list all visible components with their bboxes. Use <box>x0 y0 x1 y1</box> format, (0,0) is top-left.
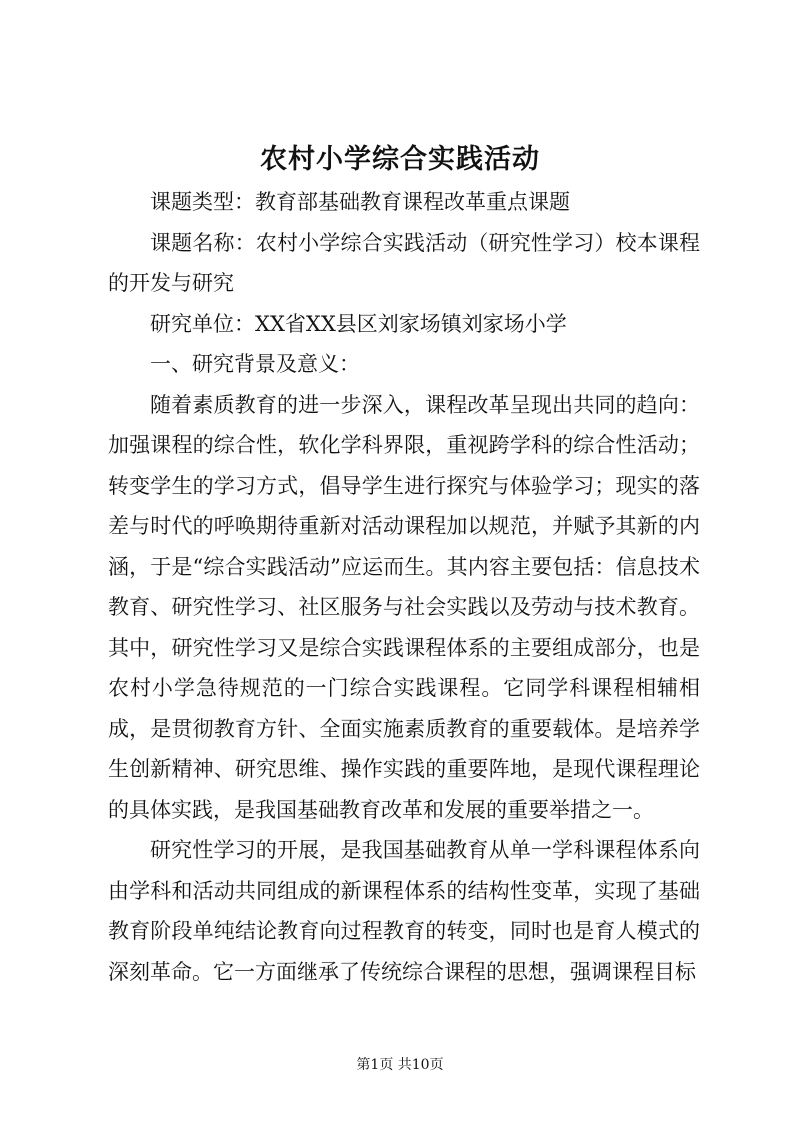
paragraph-research-unit: 研究单位：XX省XX县区刘家场镇刘家场小学 <box>150 311 567 336</box>
paragraph-background: 随着素质教育的进一步深入，课程改革呈现出共同的趋向：加强课程的综合性，软化学科界限，重视跨学科的综合性活动；转变学生的学习方式，倡导学生进行探究与体验学习；现实的落差与时代的呼唤期待重新对活动课程加以规范，并赋予其新的内涵，于是“综合实践活动”应运而生。其内容主要包括：信息技术教育、研究性学习、社区服务与社会实践以及劳动与技术教育。其中，研究性学习又是综合实践课程体系的主要组成部分，也是农村小学急待规范的一门综合实践课程。它同学科课程相辅相成，是贯彻教育方针、全面实施素质教育的重要载体。是培养学生创新精神、研究思维、操作实践的重要阵地，是现代课程理论的具体实践，是我国基础教育改革和发展的重要举措之一。 <box>108 392 700 822</box>
paragraph-topic-name: 课题名称：农村小学综合实践活动（研究性学习）校本课程的开发与研究 <box>108 230 700 295</box>
page-title: 农村小学综合实践活动 <box>260 144 540 175</box>
paragraph-research-learning: 研究性学习的开展，是我国基础教育从单一学科课程体系向由学科和活动共同组成的新课程体系的结构性变革，实现了基础教育阶段单纯结论教育向过程教育的转变，同时也是育人模式的深刻革命。它一方面继承了传统综合课程的思想，强调课程目标 <box>108 838 700 984</box>
paragraph-topic-type: 课题类型：教育部基础教育课程改革重点课题 <box>150 190 570 214</box>
document-body <box>108 182 700 992</box>
section-heading-background: 一、研究背景及意义： <box>150 352 360 376</box>
page-footer: 第1页 共10页 <box>356 1057 444 1073</box>
